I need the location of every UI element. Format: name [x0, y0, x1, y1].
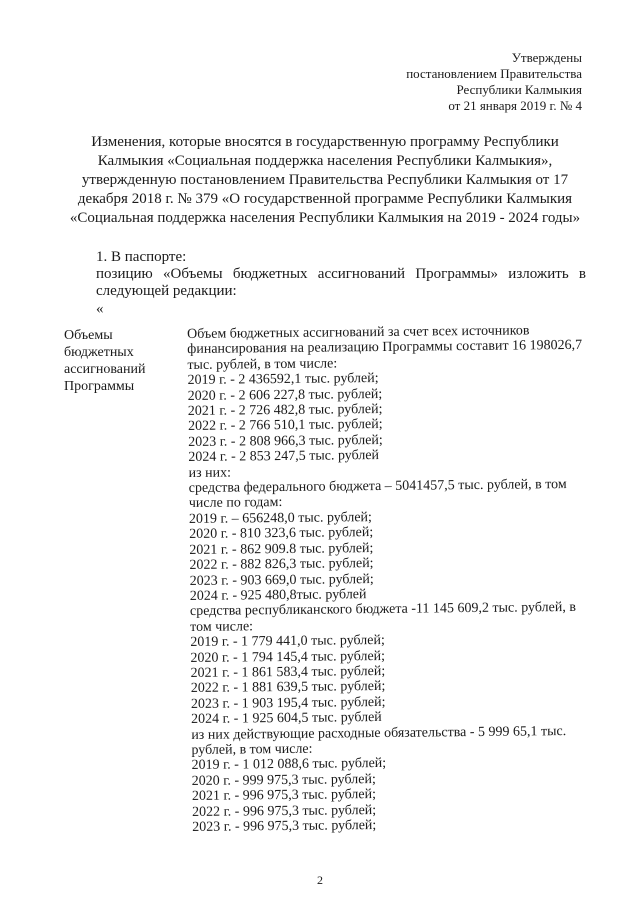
budget-line: 2022 г. - 996 975,3 тыс. рублей; [192, 802, 377, 820]
budget-line: 2020 г. - 2 606 227,8 тыс. рублей; [187, 386, 383, 404]
budget-line: 2023 г. - 996 975,3 тыс. рублей; [192, 818, 377, 835]
budget-line: рублей, в том числе: [191, 741, 313, 758]
budget-line: 2021 г. - 2 726 482,8 тыс. рублей; [187, 401, 383, 420]
budget-line: финансирования на реализацию Программы составит 16 198026,7 [187, 338, 583, 358]
label-line: бюджетных [64, 345, 134, 360]
budget-line: 2024 г. - 1 925 604,5 тыс. рублей [191, 710, 382, 728]
budget-line: 2023 г. - 903 669,0 тыс. рублей; [189, 571, 374, 589]
section-passport [96, 249, 586, 300]
budget-line: 2023 г. - 2 808 966,3 тыс. рублей; [188, 432, 383, 450]
budget-line: 2020 г. - 1 794 145,4 тыс. рублей; [190, 648, 386, 666]
title-line: Калмыкия «Социальная поддержка населения Республики Калмыкия», [97, 153, 553, 169]
budget-line: из них действующие расходные обязательства - 5 999 65,1 тыс. [191, 723, 567, 743]
label-line: Объемы [64, 328, 113, 343]
budget-line: 2021 г. - 862 909.8 тыс. рублей; [189, 540, 374, 558]
budget-line: 2023 г. - 1 903 195,4 тыс. рублей; [190, 694, 386, 712]
approval-line: Утверждены [511, 50, 582, 65]
approval-line: постановлением Правительства [406, 66, 582, 81]
budget-line: 2024 г. - 2 853 247,5 тыс. рублей [188, 448, 380, 466]
budget-line: 2021 г. - 996 975,3 тыс. рублей; [191, 787, 377, 805]
budget-line: 2022 г. - 882 826,3 тыс. рублей; [189, 556, 374, 574]
budget-line: числе по годам: [188, 495, 283, 512]
budget-line: 2019 г. – 656248,0 тыс. рублей; [188, 509, 372, 527]
budget-line: том числе: [190, 619, 254, 635]
section-instruction-cont: следующей редакции: [96, 283, 237, 299]
label-line: Программы [64, 379, 135, 394]
approval-line: от 21 января 2019 г. № 4 [448, 98, 582, 113]
budget-line: средства республиканского бюджета -11 145 609,2 тыс. рублей, в [189, 600, 577, 620]
section-heading: 1. В паспорте: [96, 249, 187, 265]
budget-line: 2019 г. - 1 779 441,0 тыс. рублей; [190, 633, 385, 651]
title-line: утвержденную постановлением Правительства Республики Калмыкия от 17 [81, 172, 569, 188]
title-line: «Социальная поддержка населения Республики Калмыкия на 2019 - 2024 годы» [69, 210, 581, 226]
budget-line: из них: [188, 465, 232, 481]
budget-line: 2024 г. - 925 480,8тыс. рублей [189, 587, 367, 604]
budget-content [187, 323, 602, 836]
budget-line: 2019 г. - 1 012 088,6 тыс. рублей; [191, 756, 387, 774]
budget-line: Объем бюджетных ассигнований за счет всех источников [187, 323, 530, 342]
budget-line: 2019 г. - 2 436592,1 тыс. рублей; [187, 371, 379, 389]
section-instruction: позицию «Объемы бюджетных ассигнований Программы» изложить в [96, 266, 586, 282]
budget-line: 2022 г. - 2 766 510,1 тыс. рублей; [187, 417, 383, 435]
budget-line: 2022 г. - 1 881 639,5 тыс. рублей; [190, 679, 386, 697]
budget-line: 2020 г. - 999 975,3 тыс. рублей; [191, 771, 376, 789]
budget-line: 2021 г. - 1 861 583,4 тыс. рублей; [190, 663, 386, 681]
approval-stamp [406, 50, 582, 114]
title-line: декабря 2018 г. № 379 «О государственной программе Республики Калмыкия [77, 191, 573, 207]
budget-line: тыс. рублей, в том числе: [187, 356, 338, 373]
document-title [60, 133, 590, 228]
budget-line: 2020 г. - 810 323,6 тыс. рублей; [189, 525, 374, 543]
approval-line: Республики Калмыкия [456, 82, 582, 97]
budget-line: средства федерального бюджета – 5041457,5 тыс. рублей, в том [188, 477, 567, 497]
opening-quote: « [96, 301, 104, 317]
page-number: 2 [317, 873, 323, 887]
title-line: Изменения, которые вносятся в государственную программу Республики [91, 134, 559, 150]
position-label [64, 327, 174, 395]
label-line: ассигнований [64, 362, 146, 377]
